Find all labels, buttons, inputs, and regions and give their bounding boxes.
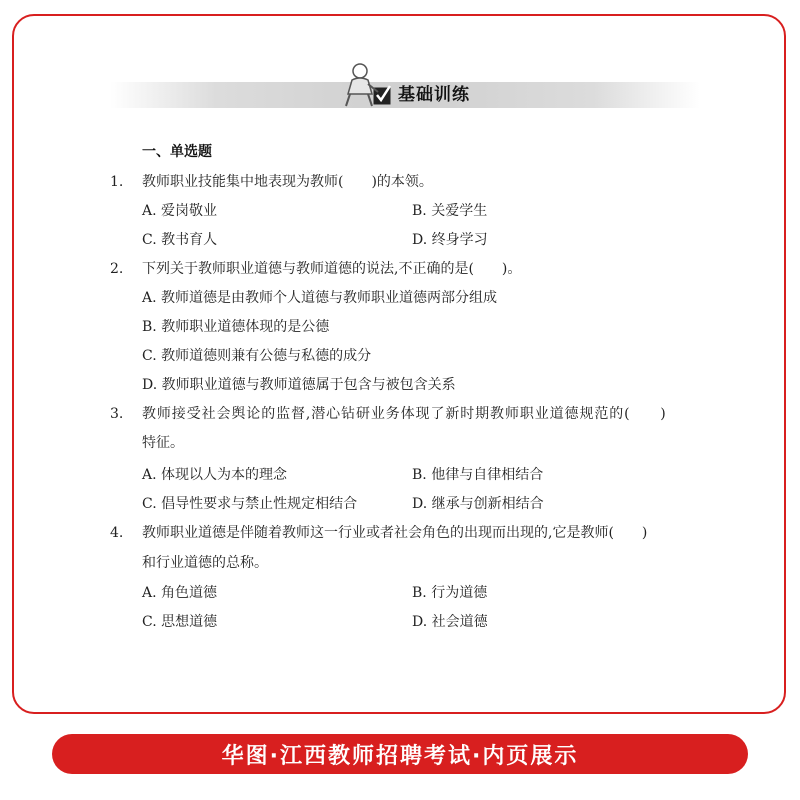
section-title: 基础训练 [398,85,470,105]
person-checkbox-icon [338,62,394,108]
option-b: B. 关爱学生 [412,203,488,219]
option-a: A. 爱岗敬业 [142,203,218,219]
question-stem: 教师职业道德是伴随着教师这一行业或者社会角色的出现而出现的,它是教师( ) [142,525,648,541]
option-a: A. 教师道德是由教师个人道德与教师职业道德两部分组成 [142,290,498,306]
option-c: C. 教师道德则兼有公德与私德的成分 [142,348,372,364]
page-frame [12,14,786,714]
option-d: D. 教师职业道德与教师道德属于包含与被包含关系 [142,377,456,393]
option-c: C. 思想道德 [142,614,218,630]
option-a: A. 角色道德 [142,585,218,601]
option-c: C. 倡导性要求与禁止性规定相结合 [142,496,358,512]
option-d: D. 社会道德 [412,614,488,630]
option-b: B. 教师职业道德体现的是公德 [142,319,330,335]
option-b: B. 他律与自律相结合 [412,467,544,483]
option-d: D. 继承与创新相结合 [412,496,544,512]
subsection-heading: 一、单选题 [142,144,212,160]
question-stem-continued: 和行业道德的总称。 [142,555,268,571]
question-number: 3. [110,406,124,422]
question-stem: 教师接受社会舆论的监督,潜心钻研业务体现了新时期教师职业道德规范的( ) [142,406,667,422]
promo-banner: 华图·江西教师招聘考试·内页展示 [52,734,748,774]
question-number: 4. [110,525,124,541]
question-number: 2. [110,261,124,277]
option-a: A. 体现以人为本的理念 [142,467,288,483]
option-c: C. 教书育人 [142,232,218,248]
question-stem-continued: 特征。 [142,435,184,451]
question-number: 1. [110,174,124,190]
question-stem: 教师职业技能集中地表现为教师( )的本领。 [142,174,433,190]
question-stem: 下列关于教师职业道德与教师道德的说法,不正确的是( )。 [142,261,522,277]
option-d: D. 终身学习 [412,232,488,248]
option-b: B. 行为道德 [412,585,488,601]
